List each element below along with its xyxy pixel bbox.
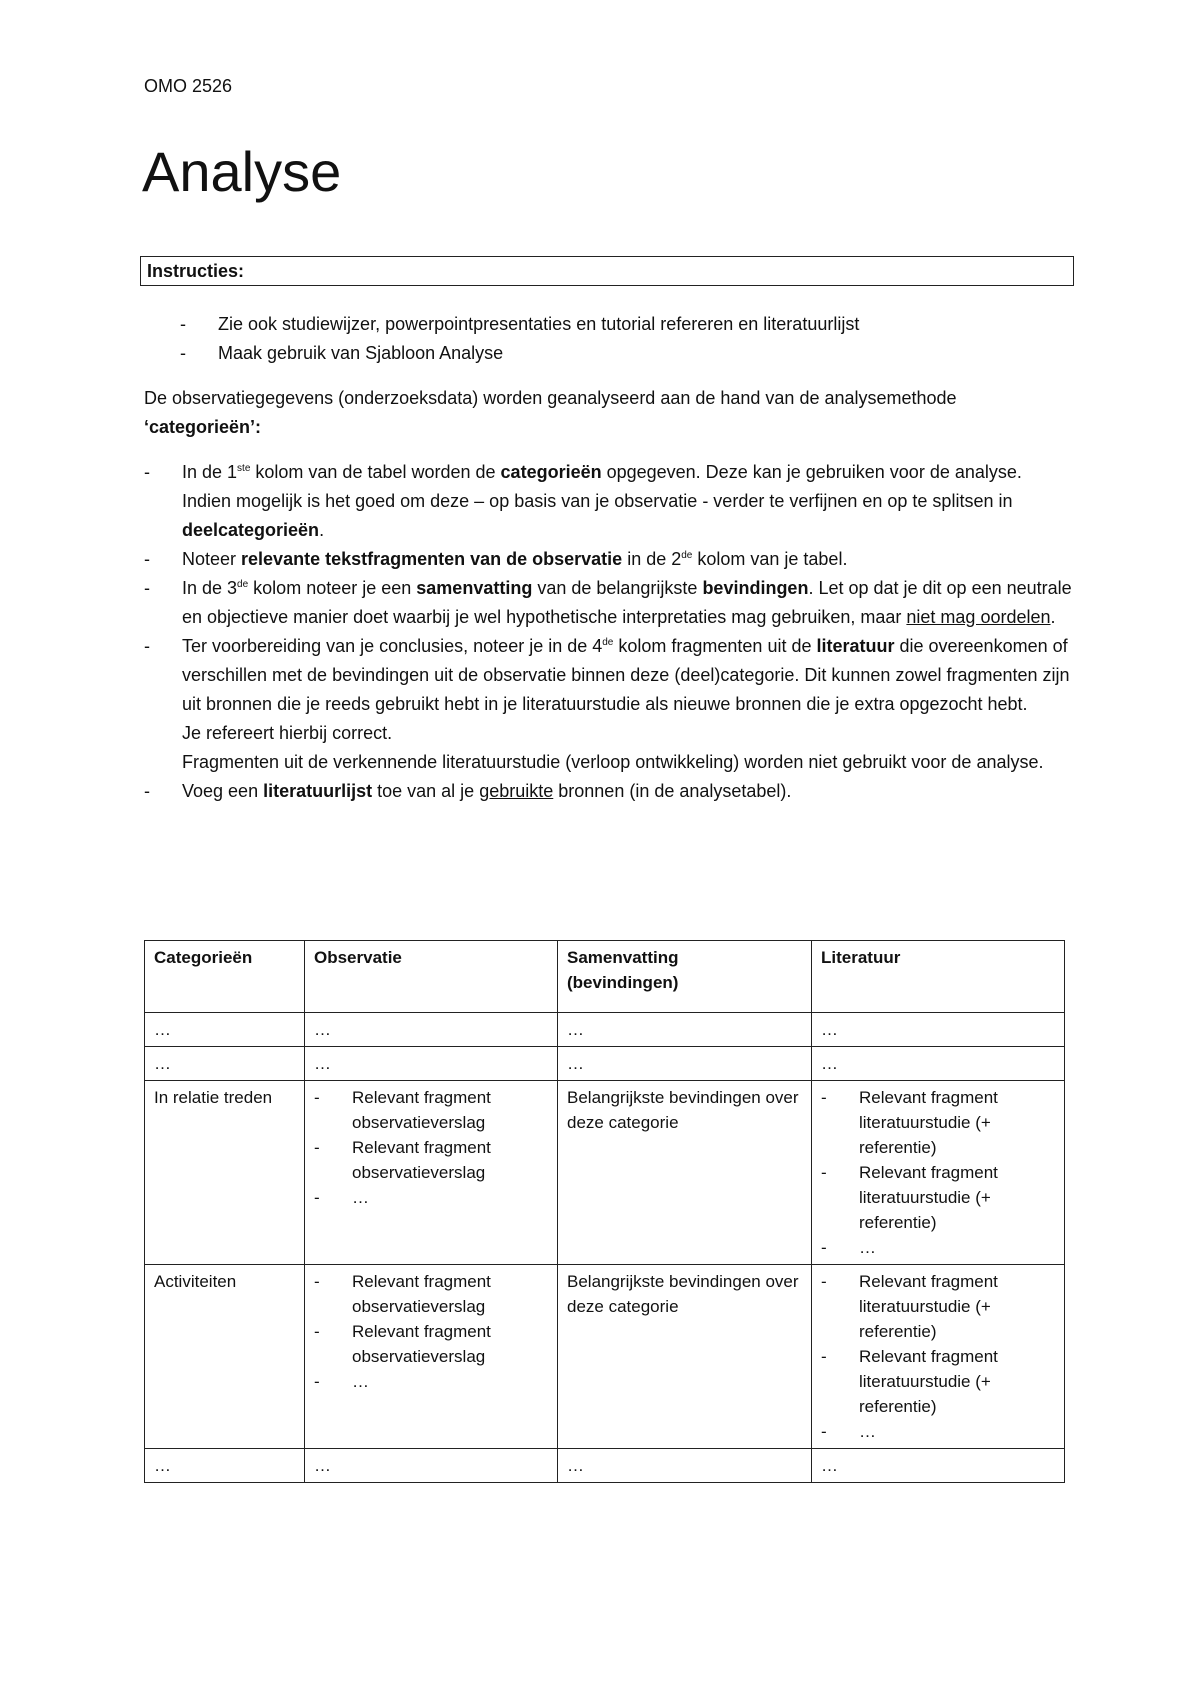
list-item-text: … bbox=[859, 1422, 876, 1441]
bullet-text: die overeenkomen of verschillen met de bevindingen uit de observatie binnen deze (deel)categorie. Dit kunnen zowel fragmenten zijn uit bronnen die je reeds gebruikt hebt in je literatuurstudie als nieuwe bronnen die je extra opgezocht hebt. bbox=[182, 636, 1070, 714]
list-item: - … bbox=[314, 1188, 369, 1207]
list-item-text: Relevant fragment literatuurstudie (+ referentie) bbox=[859, 1088, 998, 1157]
paragraph-text: De observatiegegevens (onderzoeksdata) worden geanalyseerd aan de hand van de analysemethode bbox=[144, 388, 957, 408]
ordinal-suffix: de bbox=[681, 550, 693, 561]
bullet-emphasis: literatuurlijst bbox=[263, 781, 373, 801]
column-header-summary bbox=[558, 941, 812, 1013]
list-item: - … bbox=[314, 1372, 369, 1391]
bullet-underline: niet mag oordelen bbox=[906, 607, 1051, 627]
list-item-text: Relevant fragment observatieverslag bbox=[352, 1088, 491, 1132]
list-item: - Relevant fragment observatieverslag bbox=[314, 1138, 491, 1182]
table-cell: … bbox=[145, 1013, 305, 1047]
method-paragraph bbox=[144, 384, 1074, 442]
bullet-text: kolom noteer je een bbox=[248, 578, 417, 598]
bullet-text: opgegeven. Deze kan je gebruiken voor de analyse. Indien mogelijk is het goed om deze – op basis van je observatie - verder te verfijnen en op te splitsen in bbox=[182, 462, 1022, 511]
header-text: Samenvatting bbox=[567, 948, 679, 967]
ordinal-suffix: ste bbox=[237, 463, 251, 474]
bullet-text: . bbox=[1050, 607, 1056, 627]
instructions-box bbox=[140, 256, 1074, 286]
column-header-observation: Observatie bbox=[305, 941, 558, 1013]
table-header-row bbox=[145, 941, 1065, 1013]
table-row bbox=[145, 1265, 1065, 1449]
table-row bbox=[145, 1081, 1065, 1265]
bullet-emphasis: relevante tekstfragmenten van de observatie bbox=[241, 549, 623, 569]
bullet-text: van de belangrijkste bbox=[532, 578, 703, 598]
list-item-text: Maak gebruik van Sjabloon Analyse bbox=[218, 343, 504, 363]
list-item: - Relevant fragment literatuurstudie (+ referentie) bbox=[821, 1088, 998, 1157]
table-cell: … bbox=[145, 1047, 305, 1081]
table-row bbox=[145, 1047, 1065, 1081]
table-cell-category: Activiteiten bbox=[145, 1265, 305, 1449]
bullet-text: . bbox=[319, 520, 325, 540]
column-header-literature: Literatuur bbox=[812, 941, 1065, 1013]
table-cell-observation bbox=[305, 1265, 558, 1449]
list-item-text: … bbox=[859, 1238, 876, 1257]
bullet-item: - Ter voorbereiding van je conclusies, noteer je in de 4de kolom fragmenten uit de literatuur die overeenkomen of verschillen met de bevindingen uit de observatie binnen deze (deel)categorie. Dit kunnen zowel fragmenten zijn uit bronnen die je reeds gebruikt hebt in je literatuurstudie als nieuwe bronnen die je extra opgezocht hebt. Je refereert hierbij correct. Fragmenten uit de verkennende literatuurstudie (verloop ontwikkeling) worden niet gebruikt voor de analyse. bbox=[144, 632, 1074, 777]
list-item-text: … bbox=[352, 1372, 369, 1391]
table-cell: … bbox=[145, 1449, 305, 1483]
list-item: - … bbox=[821, 1422, 876, 1441]
bullet-item: - In de 3de kolom noteer je een samenvatting van de belangrijkste bevindingen. Let op dat je dit op een neutrale en objectieve manier doet waarbij je wel hypothetische interpretaties mag gebruiken, maar niet mag oordelen. bbox=[144, 578, 1072, 627]
bullet-text: Je refereert hierbij correct. bbox=[182, 723, 393, 743]
list-item: - Relevant fragment literatuurstudie (+ referentie) bbox=[821, 1347, 998, 1416]
list-item: - Relevant fragment literatuurstudie (+ referentie) bbox=[821, 1163, 998, 1232]
bullet-emphasis: samenvatting bbox=[416, 578, 533, 598]
table-cell: … bbox=[812, 1449, 1065, 1483]
bullet-text: Voeg een bbox=[182, 781, 264, 801]
instruction-bullets bbox=[144, 458, 1074, 806]
table-cell: … bbox=[305, 1449, 558, 1483]
list-item: - … bbox=[821, 1238, 876, 1257]
list-item: - Relevant fragment observatieverslag bbox=[314, 1322, 491, 1366]
bullet-text: . Let op dat je dit op een neutrale en objectieve manier doet waarbij je wel hypothetische interpretaties mag gebruiken, maar bbox=[182, 578, 1072, 627]
list-item: - Zie ook studiewijzer, powerpointpresentaties en tutorial refereren en literatuurlijst bbox=[180, 314, 860, 334]
list-item: - Relevant fragment observatieverslag bbox=[314, 1272, 491, 1316]
bullet-text: kolom fragmenten uit de bbox=[613, 636, 817, 656]
bullet-text: Fragmenten uit de verkennende literatuurstudie (verloop ontwikkeling) worden niet gebruikt voor de analyse. bbox=[182, 752, 1044, 772]
table-cell-category: In relatie treden bbox=[145, 1081, 305, 1265]
bullet-emphasis: categorieën bbox=[500, 462, 602, 482]
instructions-label: Instructies: bbox=[147, 261, 245, 281]
list-item: - Maak gebruik van Sjabloon Analyse bbox=[180, 343, 504, 363]
bullet-text: in de 2 bbox=[622, 549, 682, 569]
bullet-emphasis: bevindingen bbox=[702, 578, 809, 598]
bullet-text: In de 3 bbox=[182, 578, 238, 598]
table-cell: … bbox=[558, 1013, 812, 1047]
table-cell-summary: Belangrijkste bevindingen over deze categorie bbox=[558, 1081, 812, 1265]
analysis-table bbox=[144, 940, 1065, 1483]
table-cell: … bbox=[558, 1449, 812, 1483]
bullet-item: - In de 1ste kolom van de tabel worden de categorieën opgegeven. Deze kan je gebruiken voor de analyse. Indien mogelijk is het goed om deze – op basis van je observatie - verder te verfijnen en op te splitsen in deelcategorieën. bbox=[144, 462, 1022, 540]
table-cell-literature bbox=[812, 1081, 1065, 1265]
table-cell-summary: Belangrijkste bevindingen over deze categorie bbox=[558, 1265, 812, 1449]
list-item-text: Relevant fragment literatuurstudie (+ referentie) bbox=[859, 1347, 998, 1416]
table-cell: … bbox=[305, 1047, 558, 1081]
list-item-text: Relevant fragment observatieverslag bbox=[352, 1322, 491, 1366]
list-item-text: … bbox=[352, 1188, 369, 1207]
table-cell: … bbox=[812, 1013, 1065, 1047]
bullet-text: In de 1 bbox=[182, 462, 238, 482]
bullet-emphasis: deelcategorieën bbox=[182, 520, 320, 540]
list-item-text: Relevant fragment observatieverslag bbox=[352, 1272, 491, 1316]
list-item-text: Relevant fragment observatieverslag bbox=[352, 1138, 491, 1182]
list-item-text: Relevant fragment literatuurstudie (+ referentie) bbox=[859, 1272, 998, 1341]
column-header-categories: Categorieën bbox=[145, 941, 305, 1013]
bullet-text: kolom van de tabel worden de bbox=[250, 462, 501, 482]
table-cell-observation bbox=[305, 1081, 558, 1265]
ordinal-suffix: de bbox=[237, 579, 249, 590]
list-item: - Relevant fragment literatuurstudie (+ referentie) bbox=[821, 1272, 998, 1341]
table-row bbox=[145, 1449, 1065, 1483]
header-text: (bevindingen) bbox=[567, 973, 679, 992]
list-item: - Relevant fragment observatieverslag bbox=[314, 1088, 491, 1132]
list-item-text: Zie ook studiewijzer, powerpointpresentaties en tutorial refereren en literatuurlijst bbox=[218, 314, 860, 334]
page-title: Analyse bbox=[142, 140, 342, 203]
bullet-emphasis: literatuur bbox=[816, 636, 895, 656]
list-item-text: Relevant fragment literatuurstudie (+ referentie) bbox=[859, 1163, 998, 1232]
bullet-text: Ter voorbereiding van je conclusies, noteer je in de 4 bbox=[182, 636, 603, 656]
bullet-item: - Voeg een literatuurlijst toe van al je gebruikte bronnen (in de analysetabel). bbox=[144, 781, 792, 801]
ordinal-suffix: de bbox=[602, 637, 614, 648]
bullet-text: Noteer bbox=[182, 549, 242, 569]
method-name: ‘categorieën’: bbox=[144, 417, 262, 437]
table-cell: … bbox=[558, 1047, 812, 1081]
bullet-underline: gebruikte bbox=[479, 781, 554, 801]
table-cell: … bbox=[812, 1047, 1065, 1081]
course-code: OMO 2526 bbox=[144, 76, 233, 96]
bullet-text: kolom van je tabel. bbox=[692, 549, 848, 569]
table-cell-literature bbox=[812, 1265, 1065, 1449]
bullet-text: toe van al je bbox=[372, 781, 480, 801]
table-cell: … bbox=[305, 1013, 558, 1047]
table-row bbox=[145, 1013, 1065, 1047]
bullet-item: - Noteer relevante tekstfragmenten van de observatie in de 2de kolom van je tabel. bbox=[144, 549, 848, 569]
intro-list bbox=[180, 310, 859, 368]
bullet-text: bronnen (in de analysetabel). bbox=[553, 781, 792, 801]
